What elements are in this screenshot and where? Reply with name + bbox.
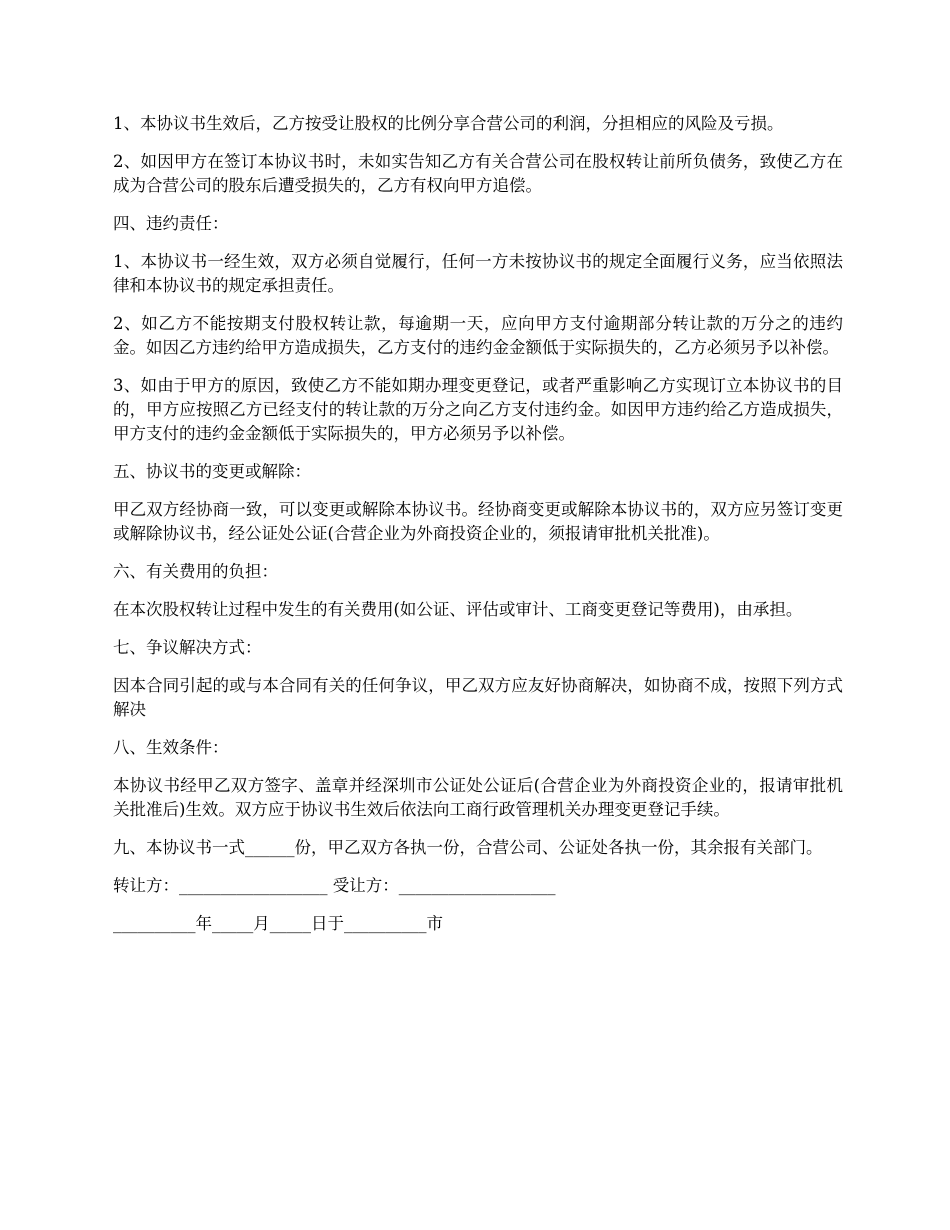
document-page — [113, 112, 843, 950]
section-heading-amendment: 五、协议书的变更或解除： — [113, 462, 311, 481]
section-heading-dispute: 七、争议解决方式： — [113, 638, 262, 657]
signature-line: 转让方：__________________ 受让方：___________________ — [113, 876, 556, 895]
clause-profit-sharing: 1、本协议书生效后，乙方按受让股权的比例分享合营公司的利润，分担相应的风险及亏损。 — [113, 114, 784, 133]
clause-breach-general: 1、本协议书一经生效，双方必须自觉履行，任何一方未按协议书的规定全面履行义务，应当依照法律和本协议书的规定承担责任。 — [113, 252, 843, 295]
clause-amendment: 甲乙双方经协商一致，可以变更或解除本协议书。经协商变更或解除本协议书的，双方应另签订变更或解除协议书，经公证处公证(合营企业为外商投资企业的，须报请审批机关批准)。 — [113, 500, 843, 543]
clause-copies: 九、本协议书一式______份，甲乙双方各执一份，合营公司、公证处各执一份，其余报有关部门。 — [113, 838, 823, 857]
section-heading-effectiveness: 八、生效条件： — [113, 738, 229, 757]
section-heading-breach-liability: 四、违约责任： — [113, 214, 229, 233]
clause-effectiveness: 本协议书经甲乙双方签字、盖章并经深圳市公证处公证后(合营企业为外商投资企业的，报请审批机关批准后)生效。双方应于协议书生效后依法向工商行政管理机关办理变更登记手续。 — [113, 776, 843, 819]
clause-debt-recourse: 2、如因甲方在签订本协议书时，未如实告知乙方有关合营公司在股权转让前所负债务，致使乙方在成为合营公司的股东后遭受损失的，乙方有权向甲方追偿。 — [113, 152, 843, 195]
clause-dispute: 因本合同引起的或与本合同有关的任何争议，甲乙双方应友好协商解决，如协商不成，按照下列方式解决 — [113, 676, 843, 719]
clause-breach-party-a: 3、如由于甲方的原因，致使乙方不能如期办理变更登记，或者严重影响乙方实现订立本协议书的目的，甲方应按照乙方已经支付的转让款的万分之向乙方支付违约金。如因甲方违约给乙方造成损失，甲方支付的违约金金额低于实际损失的，甲方必须另予以补偿。 — [113, 376, 843, 443]
clause-expenses: 在本次股权转让过程中发生的有关费用(如公证、评估或审计、工商变更登记等费用)，由承担。 — [113, 600, 803, 619]
clause-breach-party-b: 2、如乙方不能按期支付股权转让款，每逾期一天，应向甲方支付逾期部分转让款的万分之的违约金。如因乙方违约给甲方造成损失，乙方支付的违约金金额低于实际损失的，乙方必须另予以补偿。 — [113, 314, 843, 357]
date-place-line: __________年_____月_____日于__________市 — [113, 914, 443, 933]
section-heading-expenses: 六、有关费用的负担： — [113, 562, 278, 581]
